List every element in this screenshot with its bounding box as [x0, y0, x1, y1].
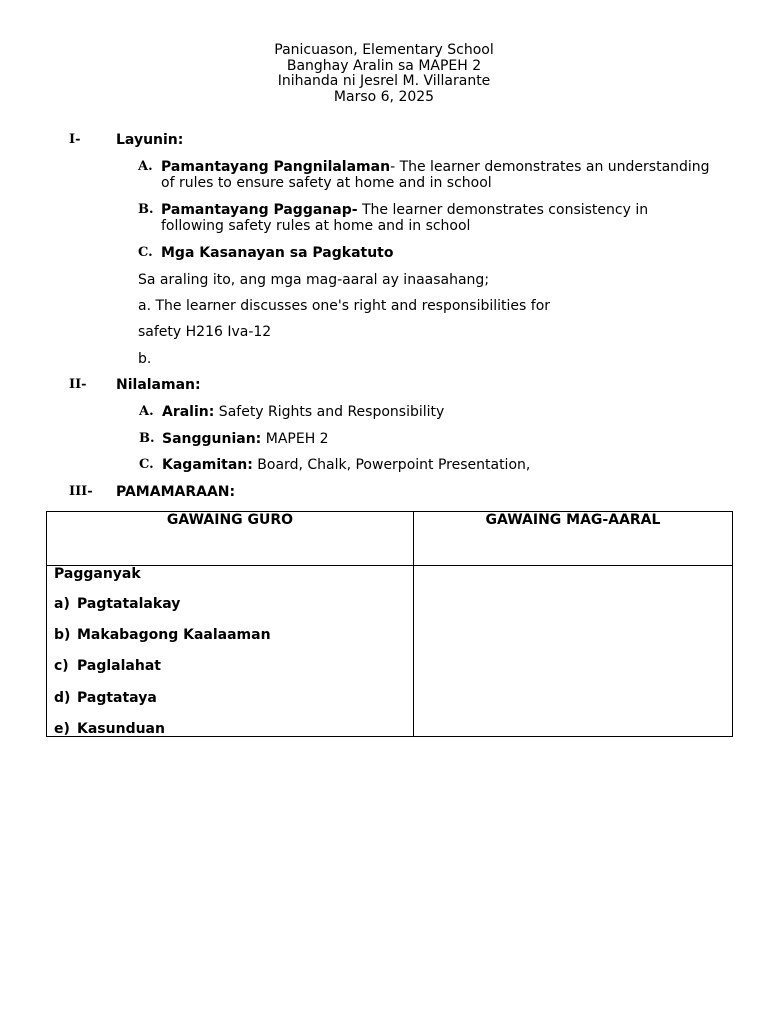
s2-item-b-text: MAPEH 2	[261, 431, 329, 447]
objective-a-line1: a. The learner discusses one's right and responsibilities for	[138, 298, 551, 314]
objective-b: b.	[138, 351, 152, 367]
step-a-letter: a)	[54, 596, 70, 612]
teacher-activity-cell	[47, 566, 414, 737]
s1-item-a-title: Pamantayang Pangnilalaman	[161, 159, 391, 175]
s1-item-c-title: Mga Kasanayan sa Pagkatuto	[161, 245, 394, 261]
s1-item-b-line1	[161, 202, 648, 218]
table-header-row	[47, 512, 733, 566]
student-activity-header: GAWAING MAG-AARAL	[414, 512, 733, 566]
step-b-label: Makabagong Kaalaaman	[77, 627, 271, 643]
step-e-letter: e)	[54, 721, 70, 737]
procedure-table	[46, 511, 733, 737]
objectives-intro: Sa araling ito, ang mga mag-aaral ay inaasahang;	[138, 272, 490, 288]
step-b-letter: b)	[54, 627, 71, 643]
list-item	[54, 690, 157, 706]
list-item	[54, 596, 180, 612]
s1-item-b-text: The learner demonstrates consistency in	[357, 202, 649, 218]
section-3-heading: PAMAMARAAN:	[116, 484, 236, 500]
s2-item-a-title: Aralin:	[162, 404, 215, 420]
document-date: Marso 6, 2025	[333, 88, 435, 105]
author-line: Inihanda ni Jesrel M. Villarante	[277, 73, 491, 89]
step-d-letter: d)	[54, 690, 71, 706]
step-c-label: Paglalahat	[77, 658, 161, 674]
s2-item-b-letter: B.	[139, 431, 155, 446]
s1-item-b-line2: following safety rules at home and in school	[161, 218, 471, 234]
objective-a-line2: safety H216 Iva-12	[138, 324, 272, 340]
document-title: Banghay Aralin sa MAPEH 2	[286, 57, 482, 74]
document-header	[0, 43, 768, 105]
step-e-label: Kasunduan	[77, 721, 165, 737]
s2-item-b	[162, 431, 329, 447]
s2-item-a-text: Safety Rights and Responsibility	[214, 404, 445, 420]
section-2-numeral: II-	[69, 377, 87, 392]
s1-item-a-line2: of rules to ensure safety at home and in school	[161, 175, 492, 191]
section-2-heading: Nilalaman:	[116, 377, 201, 393]
s2-item-a-letter: A.	[139, 404, 154, 419]
s2-item-b-title: Sanggunian:	[162, 431, 262, 447]
s2-item-c-title: Kagamitan:	[162, 457, 253, 473]
s1-item-b-letter: B.	[138, 202, 154, 217]
s1-item-a-line1	[161, 159, 710, 175]
section-1-heading: Layunin:	[116, 132, 184, 148]
list-item	[54, 721, 165, 737]
section-3-numeral: III-	[69, 484, 93, 499]
step-c-letter: c)	[54, 658, 69, 674]
s1-item-a-text: - The learner demonstrates an understanding	[390, 159, 710, 175]
s2-item-c	[162, 457, 530, 473]
list-item	[54, 658, 161, 674]
s1-item-c-letter: C.	[138, 245, 153, 260]
s2-item-a	[162, 404, 444, 420]
s1-item-b-title: Pamantayang Pagganap-	[161, 202, 358, 218]
step-a-label: Pagtatalakay	[77, 596, 181, 612]
step-d-label: Pagtataya	[77, 690, 157, 706]
step-motivation: Pagganyak	[54, 566, 141, 582]
student-activity-cell	[414, 566, 733, 737]
s1-item-a-letter: A.	[138, 159, 153, 174]
table-row	[47, 566, 733, 737]
list-item	[54, 627, 271, 643]
s2-item-c-letter: C.	[139, 457, 154, 472]
teacher-activity-header: GAWAING GURO	[47, 512, 414, 566]
s2-item-c-text: Board, Chalk, Powerpoint Presentation,	[252, 457, 531, 473]
section-1-numeral: I-	[69, 132, 81, 147]
school-name: Panicuason, Elementary School	[274, 42, 494, 58]
